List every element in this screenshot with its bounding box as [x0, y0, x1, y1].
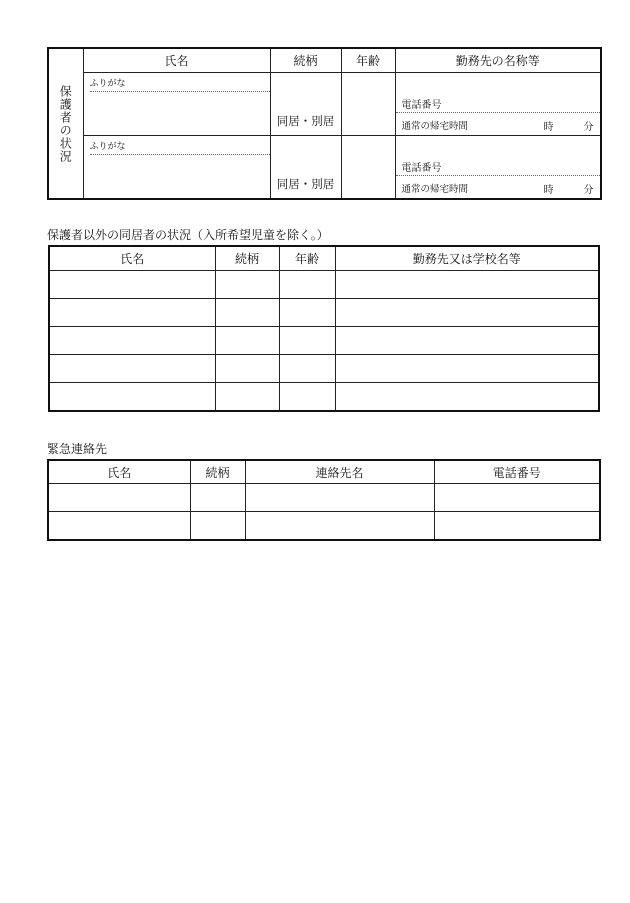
guardian-2-divider	[396, 175, 601, 176]
guardian-1-phone-label: 電話番号	[401, 100, 442, 111]
guardian-2-phone-label: 電話番号	[401, 163, 442, 174]
guardian-1-age-cell[interactable]	[341, 73, 395, 136]
cohab-work-cell[interactable]	[335, 299, 599, 327]
guardian-1-hour-label: 時	[543, 122, 554, 133]
guardian-2-age-cell[interactable]	[341, 136, 395, 200]
cohab-work-cell[interactable]	[335, 327, 599, 355]
guardian-header-age: 年齢	[341, 48, 395, 73]
cohab-work-cell[interactable]	[335, 355, 599, 383]
guardian-2-name-cell[interactable]	[83, 136, 270, 200]
cohab-header-relation: 続柄	[215, 246, 279, 271]
guardian-2-cohabit[interactable]: 同居・別居	[270, 136, 341, 200]
emerg-name-cell[interactable]	[48, 484, 190, 512]
guardian-1-return-label: 通常の帰宅時間	[401, 121, 469, 132]
guardian-2-return-label: 通常の帰宅時間	[401, 184, 469, 195]
emergency-table	[47, 459, 601, 541]
cohab-work-cell[interactable]	[335, 271, 599, 299]
cohab-age-cell[interactable]	[279, 355, 335, 383]
guardian-1-minute-label: 分	[583, 122, 594, 133]
cohab-age-cell[interactable]	[279, 327, 335, 355]
emerg-relation-cell[interactable]	[190, 512, 245, 541]
guardian-header-name: 氏名	[83, 48, 270, 73]
emerg-phone-cell[interactable]	[434, 512, 600, 541]
guardian-header-relation: 続柄	[270, 48, 341, 73]
cohab-relation-cell[interactable]	[215, 327, 279, 355]
emerg-header-phone: 電話番号	[434, 460, 600, 484]
guardian-1-furigana-label: ふりがな	[90, 76, 270, 92]
guardian-side-label-cell	[48, 48, 83, 199]
cohabitants-table	[48, 245, 600, 412]
cohab-relation-cell[interactable]	[215, 355, 279, 383]
cohab-header-work: 勤務先又は学校名等	[335, 246, 599, 271]
cohab-relation-cell[interactable]	[215, 271, 279, 299]
cohab-age-cell[interactable]	[279, 271, 335, 299]
guardian-2-hour-label: 時	[543, 185, 554, 196]
cohab-relation-cell[interactable]	[215, 383, 279, 412]
table-row	[49, 355, 599, 383]
cohab-age-cell[interactable]	[279, 299, 335, 327]
cohab-name-cell[interactable]	[49, 271, 215, 299]
cohab-age-cell[interactable]	[279, 383, 335, 412]
emerg-contact-cell[interactable]	[245, 512, 434, 541]
cohab-work-cell[interactable]	[335, 383, 599, 412]
guardian-side-label: 保護者の状況	[58, 84, 73, 163]
guardian-1-work-cell[interactable]	[395, 73, 601, 136]
guardian-2-furigana-label: ふりがな	[90, 139, 270, 155]
guardian-1-name-cell[interactable]	[83, 73, 270, 136]
cohab-relation-cell[interactable]	[215, 299, 279, 327]
guardian-2-work-cell[interactable]	[395, 136, 601, 200]
emerg-name-cell[interactable]	[48, 512, 190, 541]
table-row	[49, 327, 599, 355]
cohab-header-name: 氏名	[49, 246, 215, 271]
table-row	[49, 383, 599, 412]
guardian-1-cohabit[interactable]: 同居・別居	[270, 73, 341, 136]
cohab-header-age: 年齢	[279, 246, 335, 271]
emerg-relation-cell[interactable]	[190, 484, 245, 512]
guardian-table	[47, 47, 602, 200]
emergency-title: 緊急連絡先	[47, 442, 108, 456]
cohab-name-cell[interactable]	[49, 327, 215, 355]
guardian-2-minute-label: 分	[583, 185, 594, 196]
emerg-header-contact: 連絡先名	[245, 460, 434, 484]
table-row	[48, 512, 600, 541]
emerg-phone-cell[interactable]	[434, 484, 600, 512]
cohab-name-cell[interactable]	[49, 355, 215, 383]
table-row	[48, 484, 600, 512]
table-row	[49, 271, 599, 299]
emerg-contact-cell[interactable]	[245, 484, 434, 512]
cohab-name-cell[interactable]	[49, 299, 215, 327]
emerg-header-name: 氏名	[48, 460, 190, 484]
guardian-header-work: 勤務先の名称等	[395, 48, 601, 73]
table-row	[49, 299, 599, 327]
guardian-1-divider	[396, 112, 601, 113]
cohabitants-title: 保護者以外の同居者の状況（入所希望児童を除く。）	[47, 228, 329, 242]
cohab-name-cell[interactable]	[49, 383, 215, 412]
emerg-header-relation: 続柄	[190, 460, 245, 484]
